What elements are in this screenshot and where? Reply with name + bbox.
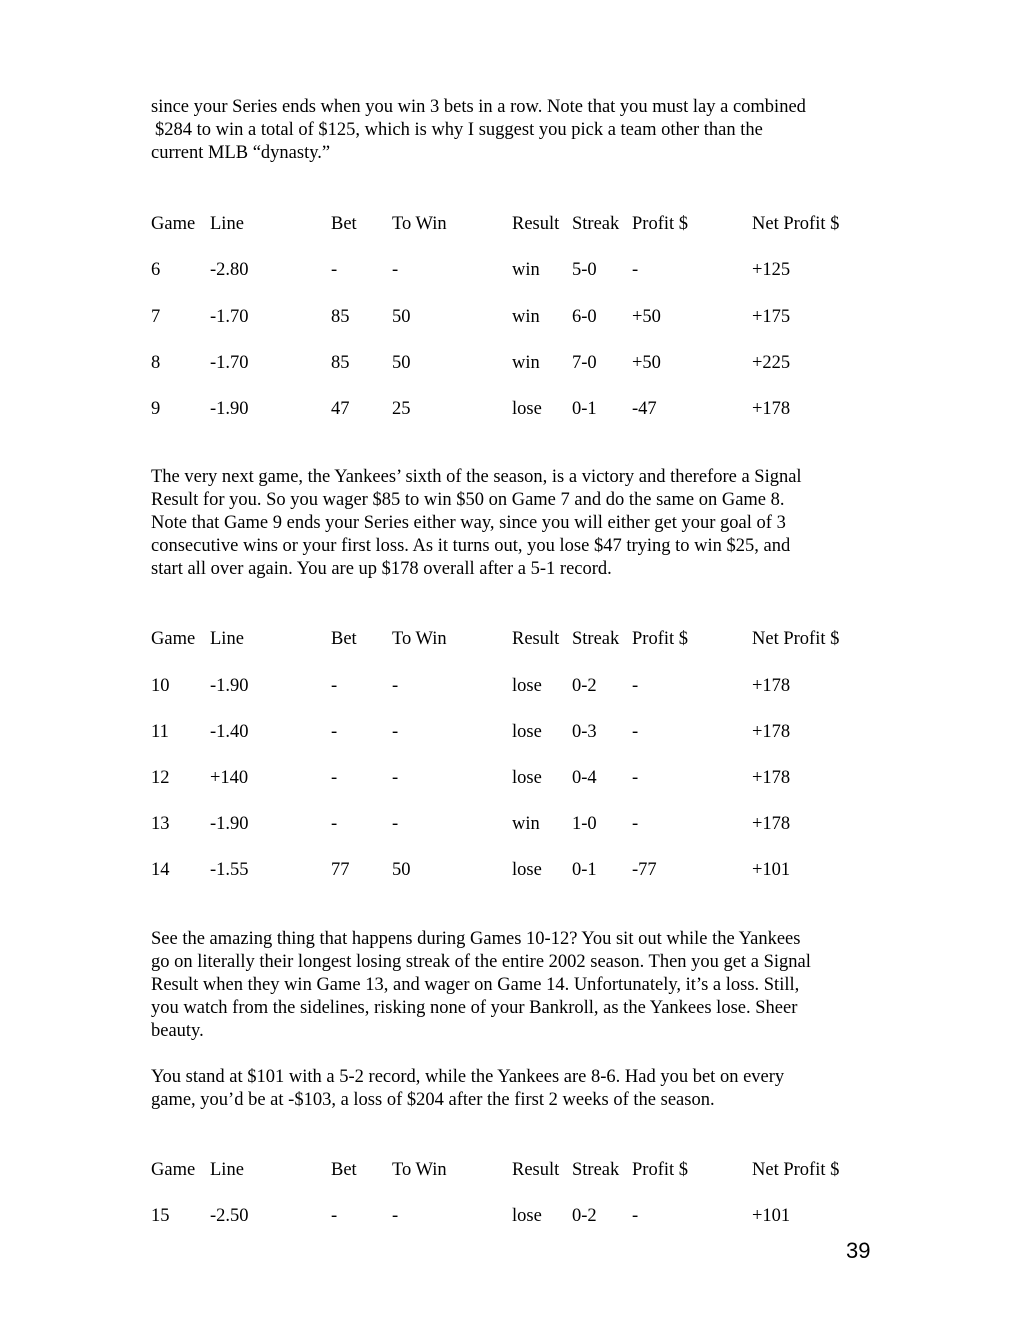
cell-streak: 0-2 <box>572 1206 597 1226</box>
header-bet: Bet <box>331 214 357 234</box>
cell-result: win <box>512 260 540 280</box>
header-line: Line <box>210 214 244 234</box>
text-line: $284 to win a total of $125, which is why I suggest you pick a team other than the <box>155 120 763 140</box>
cell-line: -1.90 <box>210 814 249 834</box>
header-to-win: To Win <box>392 214 447 234</box>
cell-result: lose <box>512 768 542 788</box>
cell-game: 15 <box>151 1206 170 1226</box>
text-line: You stand at $101 with a 5-2 record, while the Yankees are 8-6. Had you bet on every <box>151 1067 785 1087</box>
header-streak: Streak <box>572 1160 620 1180</box>
cell-streak: 7-0 <box>572 353 597 373</box>
cell-line: +140 <box>210 768 249 788</box>
cell-streak: 0-1 <box>572 860 597 880</box>
cell-bet: - <box>331 260 338 280</box>
cell-result: lose <box>512 860 542 880</box>
header-profit: Profit $ <box>632 1160 689 1180</box>
cell-to-win: - <box>392 1206 399 1226</box>
paragraph-game-six-result <box>151 466 891 581</box>
header-profit: Profit $ <box>632 629 689 649</box>
cell-bet: - <box>331 1206 338 1226</box>
cell-profit: - <box>632 676 639 696</box>
text-line: start all over again. You are up $178 overall after a 5-1 record. <box>151 559 612 579</box>
header-game: Game <box>151 629 196 649</box>
cell-result: win <box>512 307 540 327</box>
cell-bet: 77 <box>331 860 350 880</box>
cell-game: 12 <box>151 768 170 788</box>
cell-bet: - <box>331 768 338 788</box>
cell-streak: 0-1 <box>572 399 597 419</box>
cell-streak: 0-3 <box>572 722 597 742</box>
header-game: Game <box>151 1160 196 1180</box>
cell-line: -1.40 <box>210 722 249 742</box>
header-streak: Streak <box>572 629 620 649</box>
text-line: go on literally their longest losing streak of the entire 2002 season. Then you get a Signal <box>151 952 811 972</box>
cell-to-win: - <box>392 768 399 788</box>
text-line: you watch from the sidelines, risking none of your Bankroll, as the Yankees lose. Sheer <box>151 998 798 1018</box>
header-line: Line <box>210 629 244 649</box>
text-line: consecutive wins or your first loss. As it turns out, you lose $47 trying to win $25, and <box>151 536 791 556</box>
cell-to-win: 50 <box>392 353 411 373</box>
cell-to-win: - <box>392 260 399 280</box>
text-line: since your Series ends when you win 3 bets in a row. Note that you must lay a combined <box>151 97 806 117</box>
cell-net-profit: +178 <box>752 814 791 834</box>
cell-to-win: 25 <box>392 399 411 419</box>
cell-profit: +50 <box>632 307 661 327</box>
cell-streak: 6-0 <box>572 307 597 327</box>
cell-net-profit: +175 <box>752 307 791 327</box>
cell-net-profit: +178 <box>752 722 791 742</box>
paragraph-games-ten-to-twelve <box>151 928 891 1043</box>
cell-result: lose <box>512 1206 542 1226</box>
text-line: game, you’d be at -$103, a loss of $204 after the first 2 weeks of the season. <box>151 1090 715 1110</box>
cell-streak: 0-4 <box>572 768 597 788</box>
cell-profit: - <box>632 722 639 742</box>
text-line: current MLB “dynasty.” <box>151 143 331 163</box>
cell-to-win: - <box>392 814 399 834</box>
cell-net-profit: +178 <box>752 399 791 419</box>
cell-net-profit: +125 <box>752 260 791 280</box>
header-net-profit: Net Profit $ <box>752 1160 840 1180</box>
cell-bet: 85 <box>331 353 350 373</box>
cell-line: -1.70 <box>210 353 249 373</box>
cell-line: -2.50 <box>210 1206 249 1226</box>
text-line: See the amazing thing that happens during Games 10-12? You sit out while the Yankees <box>151 929 801 949</box>
cell-net-profit: +225 <box>752 353 791 373</box>
header-net-profit: Net Profit $ <box>752 629 840 649</box>
cell-profit: - <box>632 814 639 834</box>
cell-game: 11 <box>151 722 169 742</box>
cell-game: 13 <box>151 814 170 834</box>
cell-streak: 5-0 <box>572 260 597 280</box>
header-bet: Bet <box>331 629 357 649</box>
text-line: The very next game, the Yankees’ sixth of the season, is a victory and therefore a Signal <box>151 467 802 487</box>
header-result: Result <box>512 1160 560 1180</box>
cell-line: -1.90 <box>210 399 249 419</box>
cell-streak: 1-0 <box>572 814 597 834</box>
cell-to-win: - <box>392 722 399 742</box>
text-line: Result for you. So you wager $85 to win $50 on Game 7 and do the same on Game 8. <box>151 490 785 510</box>
cell-game: 6 <box>151 260 161 280</box>
cell-profit: - <box>632 1206 639 1226</box>
header-bet: Bet <box>331 1160 357 1180</box>
cell-streak: 0-2 <box>572 676 597 696</box>
cell-net-profit: +101 <box>752 1206 791 1226</box>
cell-result: lose <box>512 399 542 419</box>
cell-net-profit: +178 <box>752 768 791 788</box>
header-streak: Streak <box>572 214 620 234</box>
cell-bet: 85 <box>331 307 350 327</box>
text-line: Result when they win Game 13, and wager on Game 14. Unfortunately, it’s a loss. Still, <box>151 975 800 995</box>
cell-game: 10 <box>151 676 170 696</box>
cell-profit: -77 <box>632 860 657 880</box>
cell-game: 9 <box>151 399 161 419</box>
text-line: beauty. <box>151 1021 204 1041</box>
cell-line: -1.90 <box>210 676 249 696</box>
cell-result: lose <box>512 676 542 696</box>
header-to-win: To Win <box>392 629 447 649</box>
header-result: Result <box>512 629 560 649</box>
cell-profit: -47 <box>632 399 657 419</box>
paragraph-series-intro <box>151 96 891 165</box>
header-net-profit: Net Profit $ <box>752 214 840 234</box>
cell-bet: - <box>331 676 338 696</box>
cell-game: 14 <box>151 860 170 880</box>
cell-to-win: 50 <box>392 860 411 880</box>
cell-result: win <box>512 353 540 373</box>
cell-profit: - <box>632 768 639 788</box>
cell-line: -1.55 <box>210 860 249 880</box>
cell-net-profit: +178 <box>752 676 791 696</box>
cell-net-profit: +101 <box>752 860 791 880</box>
cell-to-win: 50 <box>392 307 411 327</box>
cell-line: -2.80 <box>210 260 249 280</box>
cell-bet: 47 <box>331 399 350 419</box>
cell-profit: +50 <box>632 353 661 373</box>
cell-game: 8 <box>151 353 161 373</box>
cell-profit: - <box>632 260 639 280</box>
cell-line: -1.70 <box>210 307 249 327</box>
header-result: Result <box>512 214 560 234</box>
header-game: Game <box>151 214 196 234</box>
text-line: Note that Game 9 ends your Series either way, since you will either get your goal of 3 <box>151 513 786 533</box>
header-to-win: To Win <box>392 1160 447 1180</box>
paragraph-standing <box>151 1066 891 1112</box>
cell-result: win <box>512 814 540 834</box>
page-number: 39 <box>846 1238 871 1263</box>
header-line: Line <box>210 1160 244 1180</box>
cell-to-win: - <box>392 676 399 696</box>
cell-game: 7 <box>151 307 161 327</box>
cell-bet: - <box>331 814 338 834</box>
header-profit: Profit $ <box>632 214 689 234</box>
cell-result: lose <box>512 722 542 742</box>
cell-bet: - <box>331 722 338 742</box>
